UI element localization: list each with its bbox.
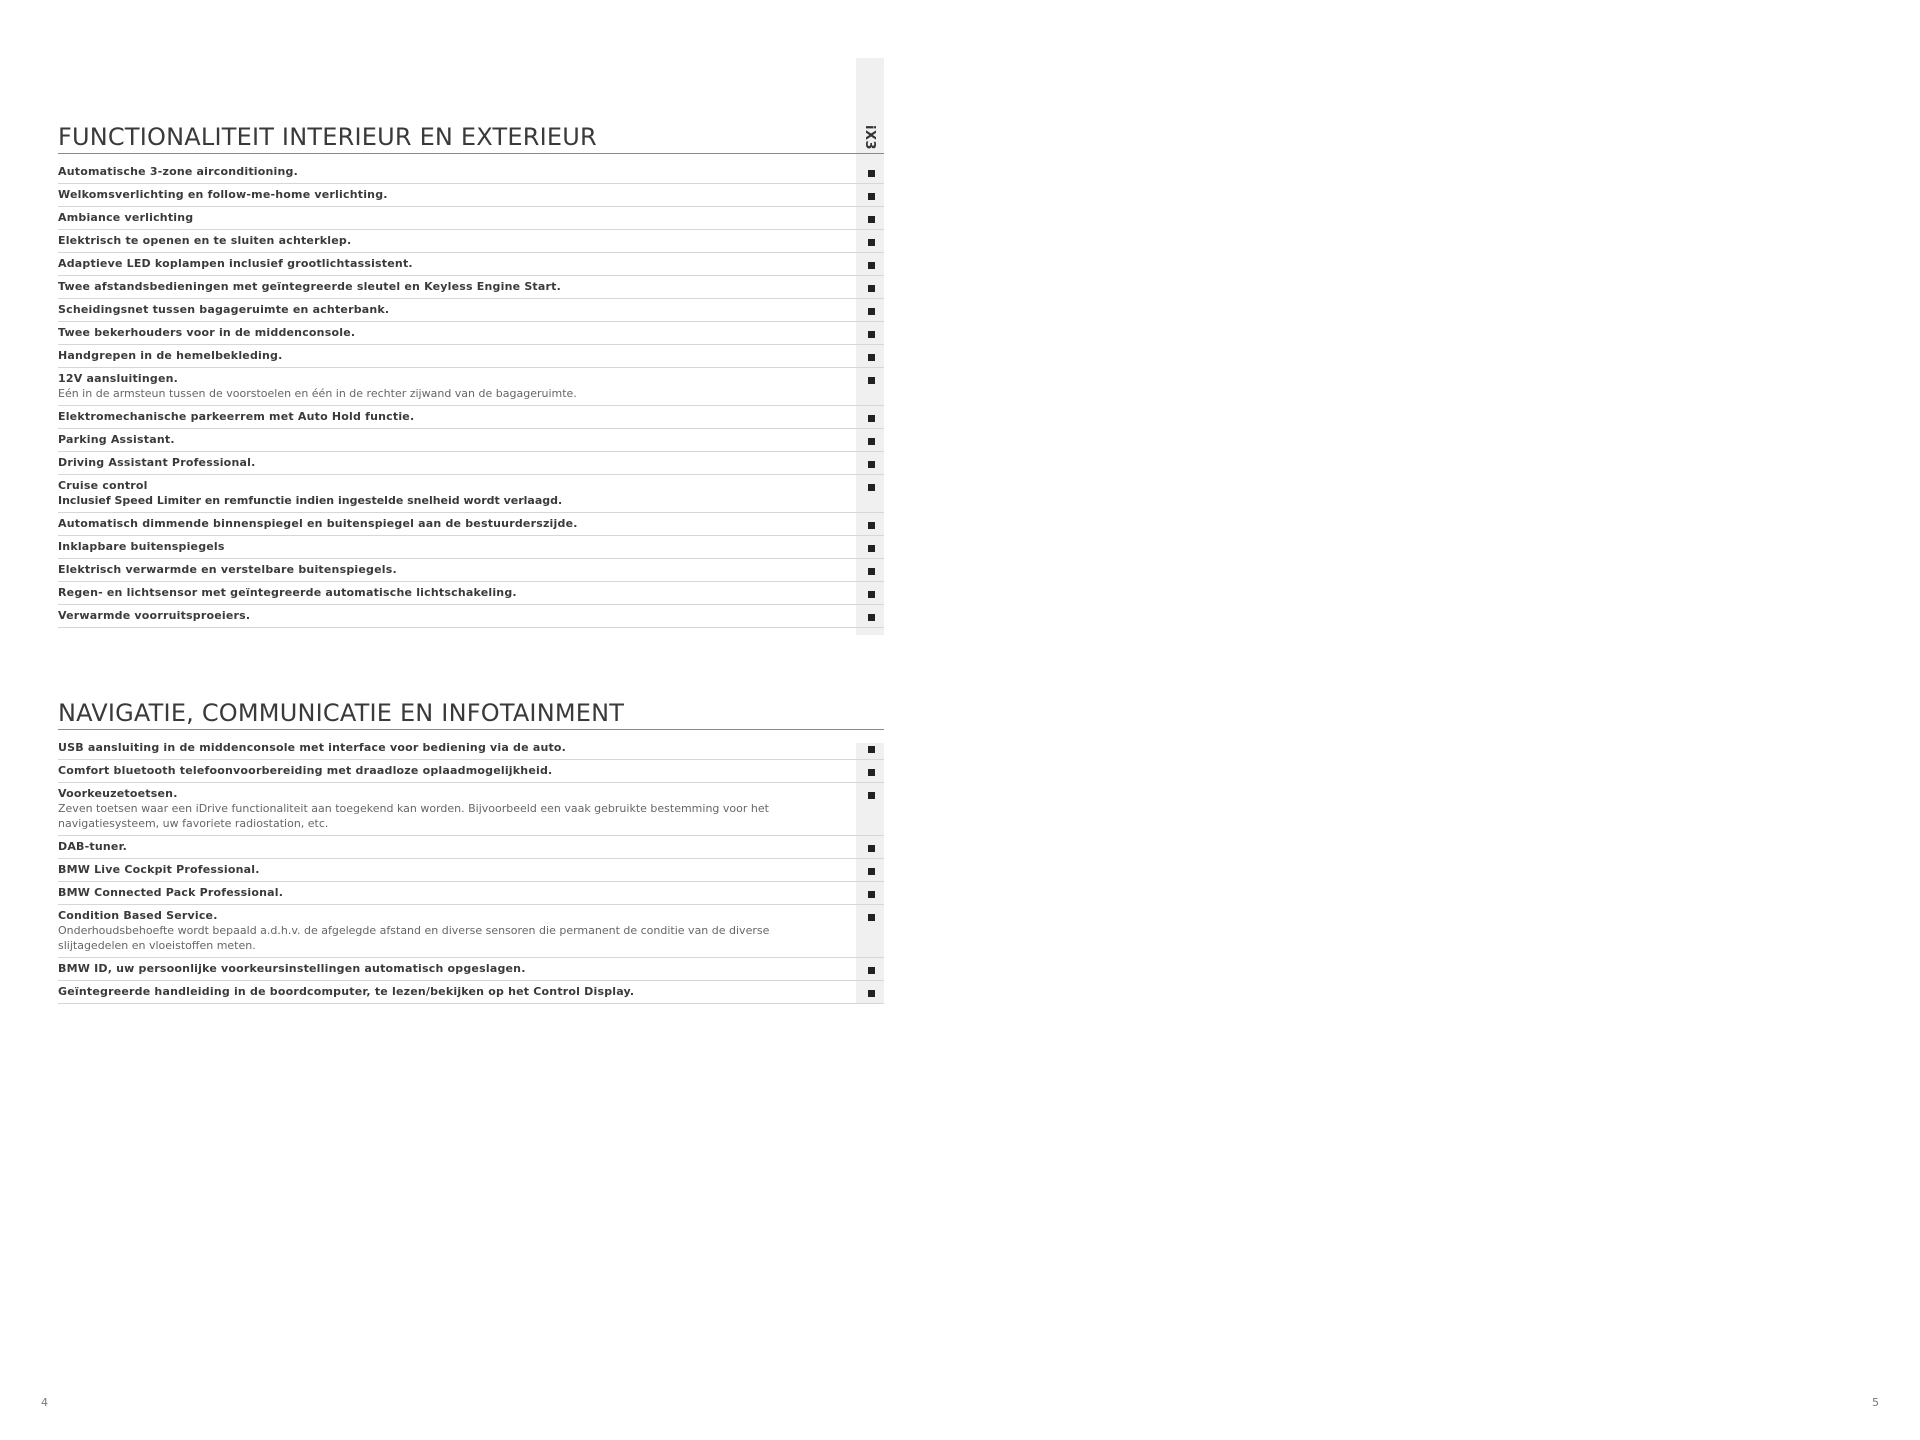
- feature-label: DAB-tuner.: [58, 840, 128, 853]
- feature-label: 12V aansluitingen.: [58, 372, 179, 385]
- standard-equipment-mark: [868, 239, 875, 246]
- feature-label: Elektrisch te openen en te sluiten achterklep.: [58, 234, 352, 247]
- standard-equipment-mark: [868, 522, 875, 529]
- standard-equipment-mark: [868, 792, 875, 799]
- feature-row: [58, 368, 884, 406]
- feature-row: [58, 958, 884, 981]
- feature-row: [58, 783, 884, 836]
- feature-row: [58, 559, 884, 582]
- feature-list: [58, 737, 884, 1004]
- feature-row: [58, 905, 884, 958]
- feature-row: [58, 475, 884, 513]
- feature-row: [58, 299, 884, 322]
- standard-equipment-mark: [868, 285, 875, 292]
- feature-label: Twee afstandsbedieningen met geïntegreerde sleutel en Keyless Engine Start.: [58, 280, 561, 293]
- standard-equipment-mark: [868, 354, 875, 361]
- feature-row: [58, 161, 884, 184]
- feature-label: Parking Assistant.: [58, 433, 175, 446]
- feature-label: Regen- en lichtsensor met geïntegreerde automatische lichtschakeling.: [58, 586, 517, 599]
- standard-equipment-mark: [868, 484, 875, 491]
- page-number-left: 4: [41, 1396, 48, 1409]
- feature-row: [58, 429, 884, 452]
- feature-list: [58, 161, 884, 628]
- feature-row: [58, 981, 884, 1004]
- feature-label: Elektrisch verwarmde en verstelbare buitenspiegels.: [58, 563, 397, 576]
- feature-label: Driving Assistant Professional.: [58, 456, 256, 469]
- feature-label: BMW Connected Pack Professional.: [58, 886, 284, 899]
- standard-equipment-mark: [868, 591, 875, 598]
- standard-equipment-mark: [868, 545, 875, 552]
- feature-row: [58, 345, 884, 368]
- feature-description: Eén in de armsteun tussen de voorstoelen en één in de rechter zijwand van de bagageruimte.: [58, 387, 577, 400]
- feature-row: [58, 253, 884, 276]
- feature-row: [58, 513, 884, 536]
- feature-row: [58, 859, 884, 882]
- section-title: FUNCTIONALITEIT INTERIEUR EN EXTERIEUR: [58, 122, 884, 154]
- page-number-right: 5: [1872, 1396, 1879, 1409]
- feature-row: [58, 207, 884, 230]
- feature-label: USB aansluiting in de middenconsole met interface voor bediening via de auto.: [58, 741, 567, 754]
- standard-equipment-mark: [868, 216, 875, 223]
- standard-equipment-mark: [868, 614, 875, 621]
- standard-equipment-mark: [868, 746, 875, 753]
- feature-label: Inklapbare buitenspiegels: [58, 540, 225, 553]
- feature-row: [58, 230, 884, 253]
- feature-label: Elektromechanische parkeerrem met Auto Hold functie.: [58, 410, 415, 423]
- feature-label: Verwarmde voorruitsproeiers.: [58, 609, 251, 622]
- feature-label: BMW ID, uw persoonlijke voorkeursinstellingen automatisch opgeslagen.: [58, 962, 526, 975]
- feature-label: BMW Live Cockpit Professional.: [58, 863, 260, 876]
- feature-row: [58, 605, 884, 628]
- standard-equipment-mark: [868, 331, 875, 338]
- feature-label: Twee bekerhouders voor in de middenconsole.: [58, 326, 356, 339]
- feature-row: [58, 406, 884, 429]
- feature-label: Cruise control: [58, 479, 148, 492]
- feature-label: Ambiance verlichting: [58, 211, 194, 224]
- standard-equipment-mark: [868, 415, 875, 422]
- standard-equipment-mark: [868, 193, 875, 200]
- standard-equipment-mark: [868, 262, 875, 269]
- feature-label: Condition Based Service.: [58, 909, 218, 922]
- standard-equipment-mark: [868, 769, 875, 776]
- feature-row: [58, 836, 884, 859]
- feature-label: Geïntegreerde handleiding in de boordcomputer, te lezen/bekijken op het Control Display.: [58, 985, 635, 998]
- standard-equipment-mark: [868, 845, 875, 852]
- feature-label: Automatisch dimmende binnenspiegel en buitenspiegel aan de bestuurderszijde.: [58, 517, 578, 530]
- feature-label: Comfort bluetooth telefoonvoorbereiding met draadloze oplaadmogelijkheid.: [58, 764, 553, 777]
- section-title: NAVIGATIE, COMMUNICATIE EN INFOTAINMENT: [58, 698, 884, 730]
- standard-equipment-mark: [868, 990, 875, 997]
- model-label-text: iX3: [862, 124, 878, 150]
- feature-row: [58, 184, 884, 207]
- standard-equipment-mark: [868, 868, 875, 875]
- standard-equipment-mark: [868, 967, 875, 974]
- feature-label: Adaptieve LED koplampen inclusief grootlichtassistent.: [58, 257, 413, 270]
- feature-label: Scheidingsnet tussen bagageruimte en achterbank.: [58, 303, 390, 316]
- feature-label: Automatische 3-zone airconditioning.: [58, 165, 299, 178]
- standard-equipment-mark: [868, 461, 875, 468]
- standard-equipment-mark: [868, 438, 875, 445]
- feature-description: Inclusief Speed Limiter en remfunctie indien ingestelde snelheid wordt verlaagd.: [58, 494, 563, 507]
- feature-row: [58, 322, 884, 345]
- section-navigation-infotainment: [58, 698, 884, 1004]
- feature-row: [58, 536, 884, 559]
- standard-equipment-mark: [868, 170, 875, 177]
- feature-row: [58, 276, 884, 299]
- feature-row: [58, 760, 884, 783]
- feature-label: Voorkeuzetoetsen.: [58, 787, 178, 800]
- standard-equipment-mark: [868, 891, 875, 898]
- feature-label: Handgrepen in de hemelbekleding.: [58, 349, 283, 362]
- feature-description: Zeven toetsen waar een iDrive functionaliteit aan toegekend kan worden. Bijvoorbeeld een vaak gebruikte bestemming voor het navigatiesysteem, uw favoriete radiostation, etc.: [58, 802, 769, 830]
- feature-description: Onderhoudsbehoefte wordt bepaald a.d.h.v. de afgelegde afstand en diverse sensoren die permanent de conditie van de diverse slijtagedelen en vloeistoffen meten.: [58, 924, 770, 952]
- feature-row: [58, 582, 884, 605]
- standard-equipment-mark: [868, 308, 875, 315]
- feature-row: [58, 452, 884, 475]
- feature-row: [58, 737, 884, 760]
- standard-equipment-mark: [868, 377, 875, 384]
- section-interior-exterior: [58, 122, 884, 628]
- standard-equipment-mark: [868, 568, 875, 575]
- standard-equipment-mark: [868, 914, 875, 921]
- feature-label: Welkomsverlichting en follow-me-home verlichting.: [58, 188, 388, 201]
- feature-row: [58, 882, 884, 905]
